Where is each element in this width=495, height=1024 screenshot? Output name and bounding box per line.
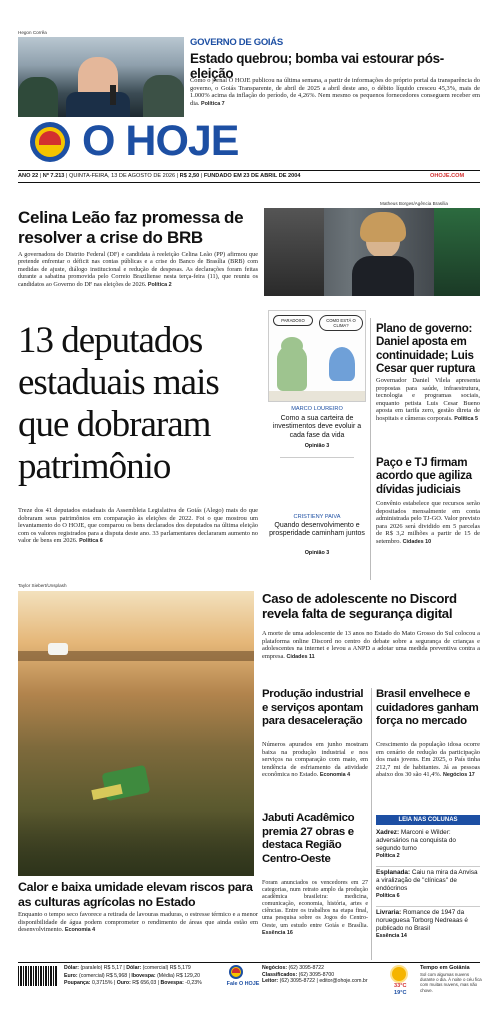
rate-label-ibovespa: Ibovespa: [131, 972, 156, 979]
cartoon-bubble-right: COMO ESTÁ O CLIMA? [319, 315, 363, 331]
cartoon-bubble-left: PARADOXO [273, 315, 313, 326]
columns-item-text-3: Romance de 1947 da norueguesa Torborg Nedreaas é publicado no Brasil [376, 909, 468, 932]
contact-value-classificados: (62) 3095-8700 [298, 971, 335, 978]
footer-logo[interactable] [229, 965, 243, 979]
columns-item-3[interactable] [376, 909, 480, 941]
lead-body [18, 507, 258, 546]
edition-rule-top [18, 170, 480, 171]
producao-body [262, 741, 368, 780]
jabuti-body [262, 880, 368, 937]
rate-value-ouro: R$ 656,03 [132, 980, 157, 987]
barcode [18, 966, 58, 986]
top-body [190, 77, 480, 108]
calor-headline[interactable]: Calor e baixa umidade elevam riscos para as culturas agrícolas no Estado [18, 880, 253, 909]
edition-year: ANO 22 [18, 173, 39, 179]
celina-photo-credit: Matheus Borges/Agência Brasília [380, 201, 448, 206]
columns-item-ref-3[interactable]: Essência 14 [376, 933, 407, 940]
contact-email[interactable]: editor@ohoje.com.br [319, 978, 368, 985]
celina-body-text: A governadora do Distrito Federal (DF) e candidata à reeleição Celina Leão (PP) afirmou que pretende enfrentar o déficit nas contas públicas e a crise do Banco de Brasília (BRB) com medidas de ajuste, diálogo institucional e redução de despesas. As declarações foram feitas durante a sabatina promovida pelo Correio Braziliense nesta terça-feira (11), que reuniu os candidatos ao Governo do DF nas eleições de 2026. [18, 251, 258, 288]
site-link[interactable]: OHOJE.COM [430, 173, 465, 179]
weather-description: Sol com algumas nuvens durante o dia. À noite o céu fica com muitas nuvens, mas não chove. [420, 972, 482, 993]
edition-bar: ANO 22 | Nº 7.213 | QUINTA-FEIRA, 13 DE AGOSTO DE 2026 | R$ 2,50 | FUNDADO EM 23 DE ABRIL DE 2004 [18, 173, 301, 179]
cartoon[interactable] [268, 310, 366, 402]
brasil-headline[interactable]: Brasil envelhece e cuidadores ganham força no mercado [376, 688, 479, 728]
opinion-ref-1[interactable]: Opinião 3 [304, 443, 330, 449]
edition-number: Nº 7.213 [42, 173, 65, 179]
opinion-author-2: CRISTIENY PAIVA [293, 514, 341, 520]
contact-label-classificados: Classificados: [262, 971, 298, 978]
weather-title: Tempo em Goiânia [420, 965, 470, 971]
lead-body-text: Treze dos 41 deputados estaduais da Assembleia Legislativa de Goiás (Alego) mais do que dobraram seus patrimônios em comparação às eleições de 2022. Foi o que mostrou um levantamento do O HOJE, que comparou os bens declarados dos deputados na última eleição com os valores registrados para a disputa deste ano. 33 parlamentares declararam aumento no valor de bens em 2026. [18, 507, 258, 545]
discord-ref[interactable]: Cidades 11 [286, 653, 315, 660]
section-label: GOVERNO DE GOIÁS [190, 37, 283, 48]
masthead-title[interactable]: O HOJE [82, 117, 239, 165]
discord-body [262, 630, 480, 661]
rate-label-dolar-paralelo: Dólar: [64, 965, 79, 971]
contact-label-leitor: Leitor: [262, 978, 279, 985]
jabuti-body-text: Foram anunciados os vencedores em 27 categorias, num retrato amplo da produção acadêmica brasileira: medicina, comunicação, economia, história, artes e ciências. Entre os trabalhos na etapa final, uma pesquisa sobre os Jogos do Centro-Oeste, um estudo entre Goiás e Brasília. [262, 880, 368, 929]
top-body-text: Como o jornal O HOJE publicou na última semana, a partir de informações do próprio portal da transparência do governo, o Goiás Transparente, de abril de 2025 a abril deste ano, o débito líquido cresceu 45,3%, mais de 1.000% acima da inflação do período, de 4,26%. Nem mesmo os pequenos fornecedores conseguem receber em dia. [190, 77, 480, 107]
contact-label-negocios: Negócios: [262, 965, 288, 971]
columns-item-text-2: Caiu na mira da Anvisa a viralização de "clínicas" de endócrinos [376, 869, 478, 892]
opinion-ref-2[interactable]: Opinião 3 [304, 550, 330, 556]
plano-body-text: Governador Daniel Vilela apresenta propostas para saúde, infraestrutura, tecnologia e programas sociais, enquanto petista Luis Cesar Bueno aposta em tarifa zero, gestão direta de hospitais e câmeras corporais. [376, 377, 480, 422]
top-story-photo[interactable] [18, 37, 184, 117]
paco-ref[interactable]: Cidades 10 [402, 538, 432, 545]
celina-headline[interactable]: Celina Leão faz promessa de resolver a crise do BRB [18, 208, 244, 247]
paco-headline[interactable]: Paço e TJ firmam acordo que agiliza dívidas judiciais [376, 456, 472, 496]
rate-label-poupanca: Poupança: [64, 980, 91, 987]
paco-body-text: Convênio estabelece que recursos serão depositados mensalmente em conta administrada pelo TJ-GO. Valor previsto para 2026 será dividido em 5 parcelas de R$ 3,2 milhões a partir de 15 de setembro. [376, 500, 480, 545]
rate-value-dolar-paralelo: (paralelo) R$ 5,17 [80, 965, 122, 971]
opinion-author-1: MARCO LOUREIRO [291, 406, 343, 412]
footer-brand: Fale O HOJE [226, 981, 260, 987]
contact-value-negocios: (62) 3095-8722 [288, 965, 325, 971]
plano-body [376, 377, 480, 424]
discord-body-text: A morte de uma adolescente de 13 anos no Estado do Mato Grosso do Sul colocou a plataforma online Discord no centro do debate sobre a segurança de crianças e adolescentes na internet e levou a ANPD a adotar uma medida preventiva contra a empresa. [262, 630, 480, 660]
discord-headline[interactable]: Caso de adolescente no Discord revela falta de segurança digital [262, 591, 457, 622]
rate-value-ibovespa: (Média) R$ 129,20 [157, 972, 201, 979]
contact-negocios[interactable] [262, 965, 380, 972]
opinion-title-2[interactable]: Quando desenvolvimento e prosperidade caminham juntos [269, 522, 365, 538]
producao-body-text: Números apurados em junho mostram baixa na produção industrial e nos serviços na comparação com maio, em tendência de esfriamento da atividade econômica no Estado. [262, 741, 368, 779]
columns-item-ref-1[interactable]: Política 2 [376, 853, 400, 860]
edition-price: R$ 2,50 [179, 173, 200, 179]
calor-body [18, 911, 258, 935]
rate-value-bovespa: -0,23% [185, 980, 202, 987]
columns-item-name-2: Esplanada: [376, 869, 411, 876]
contact-value-leitor: (62) 3095-8722 [279, 978, 316, 985]
photo-credit: Hegon Corrêa [18, 30, 47, 35]
weather-min: 19°C [394, 990, 407, 996]
paco-body [376, 500, 480, 547]
rate-value-euro: (comercial) R$ 5,968 [79, 972, 128, 979]
plano-ref[interactable]: Política 5 [454, 415, 478, 422]
columns-divider-1 [376, 866, 480, 867]
columns-divider-2 [376, 906, 480, 907]
edition-rule-bottom [18, 182, 480, 183]
rates-line-3: Poupança: 0,3715% | Ouro: R$ 656,03 | Bovespa: -0,23% [64, 980, 202, 987]
founded: FUNDADO EM 23 DE ABRIL DE 2004 [203, 173, 301, 179]
rates-line-1: Dólar: (paralelo) R$ 5,17 | Dólar: (comercial) R$ 5,179 [64, 965, 191, 971]
jabuti-ref[interactable]: Essência 16 [262, 929, 293, 936]
rate-label-ouro: Ouro: [116, 980, 131, 987]
opinion-divider [280, 457, 354, 458]
weather-sun-icon [392, 967, 406, 981]
crop-photo[interactable] [18, 591, 254, 876]
rate-label-euro: Euro: [64, 972, 78, 979]
lower-column-divider [371, 688, 372, 960]
contact-classificados[interactable] [262, 972, 380, 979]
celina-photo[interactable] [264, 208, 480, 296]
producao-ref[interactable]: Economia 4 [319, 772, 351, 779]
columns-item-2[interactable] [376, 869, 480, 901]
top-ref[interactable]: Política 7 [201, 100, 225, 107]
lead-headline[interactable]: 13 deputados estaduais mais que dobraram patrimônio [18, 320, 219, 487]
brasil-ref[interactable]: Negócios 17 [442, 772, 475, 779]
market-rates [64, 965, 222, 988]
celina-body [18, 251, 258, 289]
columns-box-title: LEIA NAS COLUNAS [376, 815, 480, 825]
rate-label-bovespa: Bovespa: [160, 980, 184, 987]
columns-item-ref-2[interactable]: Política 6 [376, 893, 400, 900]
rate-label-dolar-comercial: Dólar: [126, 965, 142, 971]
producao-headline[interactable]: Produção industrial e serviços apontam para desaceleração [262, 688, 364, 728]
edition-date: QUINTA-FEIRA, 13 DE AGOSTO DE 2026 [68, 173, 176, 179]
columns-item-1[interactable] [376, 829, 480, 861]
plano-headline[interactable]: Plano de governo: Daniel aposta em continuidade; Luis Cesar quer ruptura [376, 322, 475, 376]
opinion-title-1[interactable]: Como a sua carteira de investimentos deve evoluir a cada fase da vida [272, 415, 362, 439]
columns-item-text-1: Marconi e Wilder: adversários na conquista do segundo turno [376, 829, 456, 852]
top-headline[interactable]: Estado quebrou; bomba vai estourar pós-eleição [190, 51, 444, 81]
column-divider [370, 318, 371, 580]
weather-max: 33°C [394, 983, 407, 989]
contact-leitor[interactable]: Leitor: (62) 3095-8722 | editor@ohoje.com.br [262, 978, 368, 985]
logo[interactable] [30, 122, 70, 162]
calor-body-text: Enquanto o tempo seco favorece a retirada de lavouras maduras, o estresse térmico e a menor disponibilidade de água podem comprometer o rendimento de áreas que ainda estão em desenvolvimento. [18, 911, 258, 934]
columns-item-name-1: Xadrez: [376, 829, 400, 836]
brasil-body [376, 741, 480, 780]
brasil-body-text: Crescimento da população idosa ocorre em cenário de redução da participação dos mais jovens. Em 2025, o País tinha 212,7 mi de habitantes. Já as pessoas abaixo dos 30 são 41,4%. [376, 741, 480, 779]
lead-ref[interactable]: Política 6 [79, 538, 103, 545]
footer-rule [18, 962, 480, 963]
contacts [262, 965, 380, 985]
jabuti-headline[interactable]: Jabuti Acadêmico premia 27 obras e destaca Região Centro-Oeste [262, 812, 355, 865]
crop-photo-credit: Taylor Siebert/Unsplash [18, 583, 67, 588]
calor-ref[interactable]: Economia 4 [64, 927, 96, 934]
columns-item-name-3: Livraria: [376, 909, 402, 916]
rate-value-dolar-comercial: (comercial) R$ 5,179 [142, 965, 191, 971]
rates-line-2: Euro: (comercial) R$ 5,968 | Ibovespa: (Média) R$ 129,20 [64, 972, 201, 979]
rate-value-poupanca: 0,3715% [91, 980, 113, 987]
celina-ref[interactable]: Política 2 [147, 281, 172, 288]
